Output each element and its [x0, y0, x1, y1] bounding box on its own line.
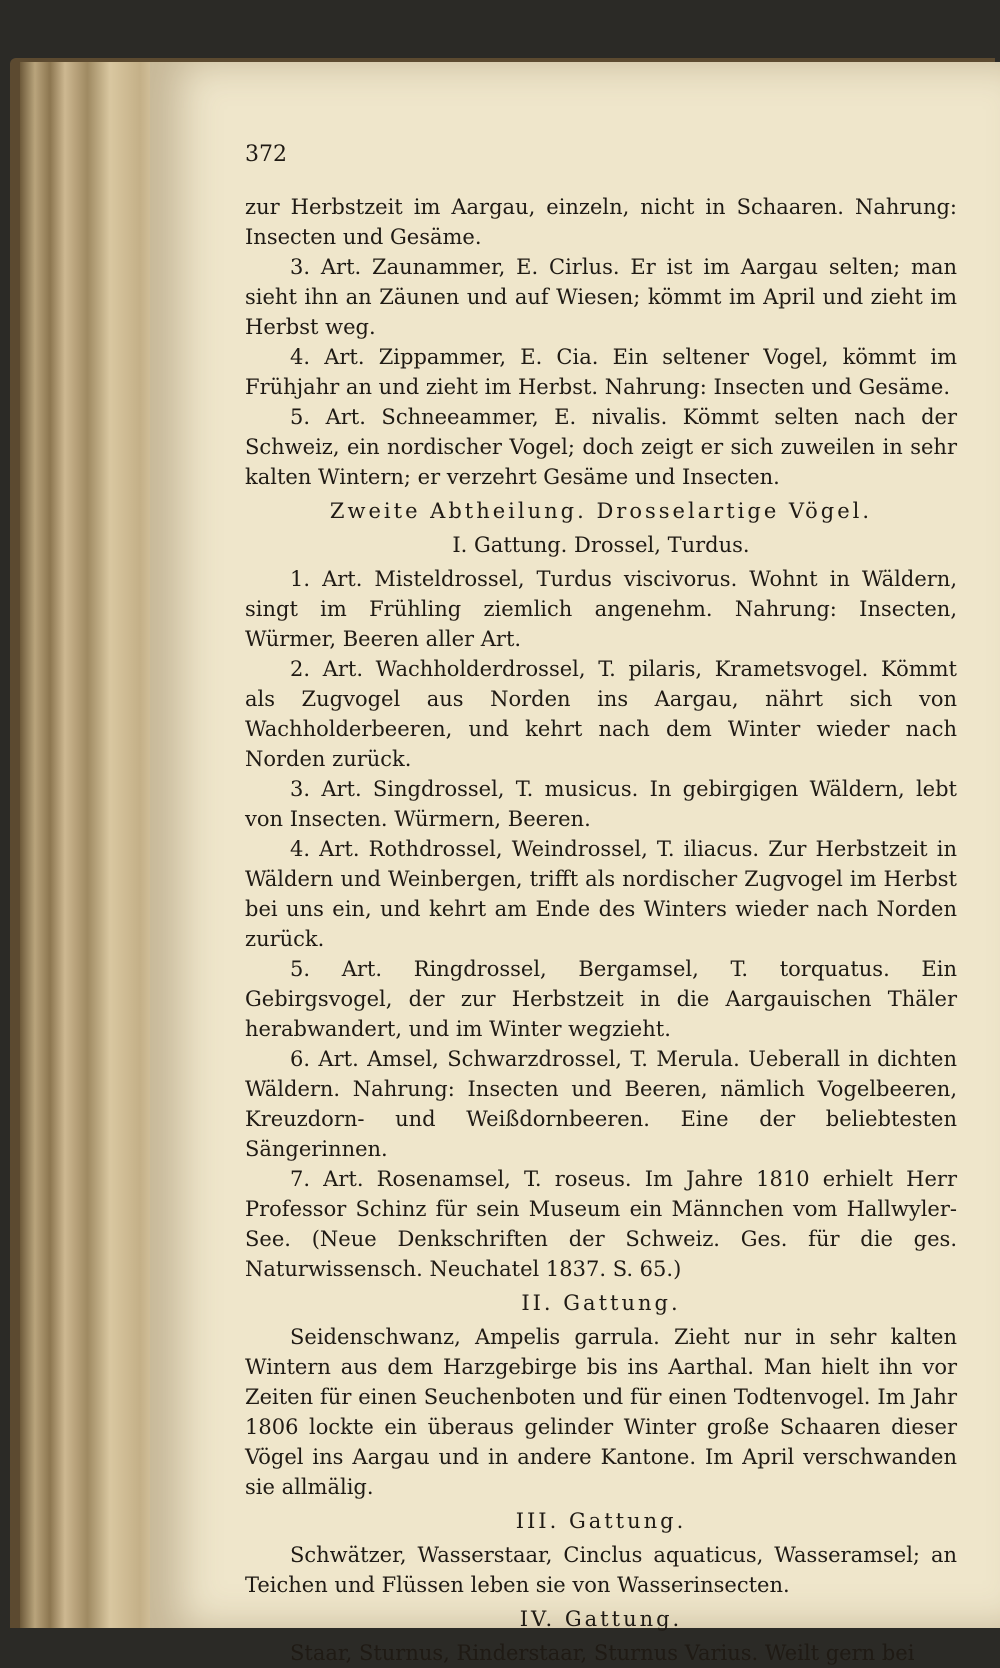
- paragraph: Seidenschwanz, Ampelis garrula. Zieht nur in sehr kalten Wintern aus dem Harzgebirge bis ins Aarthal. Man hielt ihn vor Zeiten für einen Seuchenboten und für einen Todtenvogel. Im Jahr 1806 lockte ein überaus gelinder Winter große Schaaren dieser Vögel ins Aargau und in andere Kantone. Im April verschwanden sie allmälig.: [245, 1325, 957, 1499]
- paragraph: Staar, Sturnus, Rinderstaar, Sturnus Varius. Weilt gern bei: [290, 1641, 915, 1665]
- paragraph: 7. Art. Rosenamsel, T. roseus. Im Jahre 1810 erhielt Herr Professor Schinz für sein Museum ein Männchen vom Hallwyler-See. (Neue Denkschriften der Schweiz. Ges. für die ges. Naturwissensch. Neuchatel 1837. S. 65.): [245, 1167, 957, 1281]
- page-edges: [20, 62, 170, 1628]
- paragraph: Schwätzer, Wasserstaar, Cinclus aquaticus, Wasseramsel; an Teichen und Flüssen leben sie von Wasserinsecten.: [245, 1543, 957, 1597]
- paragraph: 4. Art. Rothdrossel, Weindrossel, T. iliacus. Zur Herbstzeit in Wäldern und Weinbergen, trifft als nordischer Zugvogel im Herbst bei uns ein, und kehrt am Ende des Winters wieder nach Norden zurück.: [245, 837, 957, 951]
- paragraph: 3. Art. Zaunammer, E. Cirlus. Er ist im Aargau selten; man sieht ihn an Zäunen und auf Wiesen; kömmt im April und zieht im Herbst weg.: [245, 255, 957, 339]
- page-number: 372: [245, 142, 287, 167]
- paragraph: 2. Art. Wachholderdrossel, T. pilaris, Krametsvogel. Kömmt als Zugvogel aus Norden ins Aargau, nährt sich von Wachholderbeeren, und kehrt nach dem Winter wieder nach Norden zurück.: [245, 657, 957, 771]
- paragraph: 3. Art. Singdrossel, T. musicus. In gebirgigen Wäldern, lebt von Insecten. Würmern, Beeren.: [245, 777, 957, 831]
- paragraph: 5. Art. Schneeammer, E. nivalis. Kömmt selten nach der Schweiz, ein nordischer Vogel; doch zeigt er sich zuweilen in sehr kalten Wintern; er verzehrt Gesäme und Insecten.: [245, 405, 957, 489]
- section-heading: Zweite Abtheilung. Drosselartige Vögel.: [329, 499, 873, 523]
- paragraph: zur Herbstzeit im Aargau, einzeln, nicht in Schaaren. Nahrung: Insecten und Gesäme.: [245, 195, 957, 249]
- genus-heading: II. Gattung.: [521, 1291, 681, 1315]
- paragraph: 5. Art. Ringdrossel, Bergamsel, T. torquatus. Ein Gebirgsvogel, der zur Herbstzeit in die Aargauischen Thäler herabwandert, und im Winter wegzieht.: [245, 957, 957, 1041]
- paragraph: 4. Art. Zippammer, E. Cia. Ein seltener Vogel, kömmt im Frühjahr an und zieht im Herbst. Nahrung: Insecten und Gesäme.: [245, 345, 957, 399]
- paragraph: 1. Art. Misteldrossel, Turdus viscivorus. Wohnt in Wäldern, singt im Frühling ziemlich angenehm. Nahrung: Insecten, Würmer, Beeren aller Art.: [245, 567, 957, 651]
- genus-heading: IV. Gattung.: [519, 1607, 683, 1631]
- genus-heading: III. Gattung.: [515, 1509, 687, 1533]
- page-text: [245, 140, 957, 1668]
- genus-heading: I. Gattung. Drossel, Turdus.: [452, 533, 750, 557]
- paragraph: 6. Art. Amsel, Schwarzdrossel, T. Merula. Ueberall in dichten Wäldern. Nahrung: Insecten und Beeren, nämlich Vogelbeeren, Kreuzdorn- und Weißdornbeeren. Eine der beliebtesten Sängerinnen.: [245, 1047, 957, 1161]
